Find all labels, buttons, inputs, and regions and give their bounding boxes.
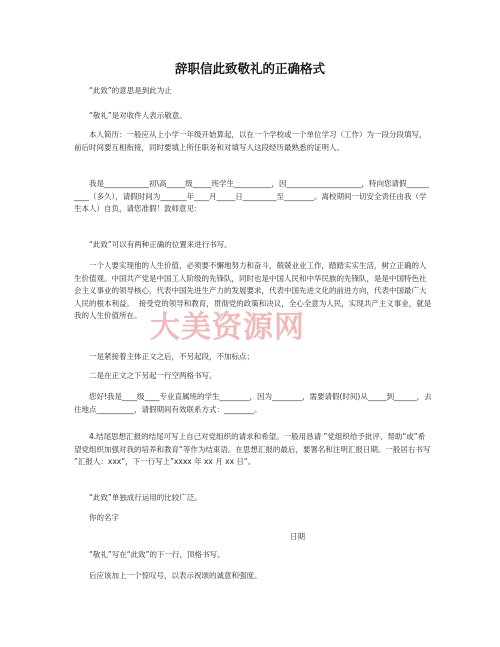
- paragraph-report-ending: 4.结尾思想汇报的结尾可写上自己对党组织的请求和希望。一般用恳请 ”党组织给予批评、帮助“或”希望党组织加强对我的培养和教育“等作为结束语。在思想汇报的最后，要署名和注明汇报日期。一般居右书写 ”汇报人：xxx“，下一行写上”xxxx 年 xx 月 xx 日“。: [74, 432, 433, 467]
- paragraph-leave-request: 您好!我是____级____专业直属班的学生________，因为________，需要请假(时间)从_____到______，去往地点__________，请假期间有效联系方式：________。: [74, 392, 432, 414]
- paragraph-6: “此致”单独成行运用的比较广泛。: [89, 493, 202, 502]
- paragraph-resume: 本人简历：一般应从上小学一年级开始算起，以在一个学校或一个单位学习（工作）为一段分段填写，前后时间要互相衔接，同时要填上所任职务和对填写人这段经历最熟悉的证明人。: [74, 130, 427, 152]
- paragraph-1: “此致”的意思是到此为止: [89, 86, 172, 95]
- paragraph-3: “此致”可以有两种正确的位置来进行书写。: [89, 240, 232, 249]
- paragraph-2: “敬礼”是对收件人表示敬意。: [89, 111, 187, 120]
- watermark-logo: 大美资源网: [150, 310, 305, 345]
- document-title: 辞职信此致敬礼的正确格式: [174, 61, 325, 76]
- signature-date: 日期: [290, 532, 305, 541]
- paragraph-5: 二是在正文之下另起一行空两格书写。: [89, 371, 217, 380]
- paragraph-value: 一个人要实现他的人生价值，必须要不懈地努力和奋斗，兢兢业业工作，踏踏实实生活，树立正确的人生价值观。中国共产党是中国工人阶级的先锋队，同时也是中国人民和中华民族的先锋队，是是中国特色社会主义事业的领导核心，代表中国先进生产力的发展要求，代表中国先进文化的前进方向，代表中国最广大人民的根本利益。 接受党的领导和教育，贯彻党的政策和决议，全心全意为人民，实现共产主义事业，就是我的人生价值所在。: [74, 261, 432, 321]
- paragraph-leave-form: 我是____________初\高_____级_____班学生__________，因____________________，特向您请假__________（多久），请假时间为_______年____月_____日_________至________。离校期间一切安全责任由我（学生本人）自负，请您准假！敦师意见：: [74, 179, 430, 214]
- paragraph-7: “敬礼”写在“此致”的下一行，顶格书写。: [89, 550, 225, 559]
- paragraph-4: 一是紧接着主体正文之后，不另起段，不加标点；: [89, 352, 254, 361]
- signature-name: 你的名字: [89, 513, 119, 522]
- paragraph-8: 后应该加上一个惊叹号，以表示祝颂的诚意和强度。: [89, 571, 262, 580]
